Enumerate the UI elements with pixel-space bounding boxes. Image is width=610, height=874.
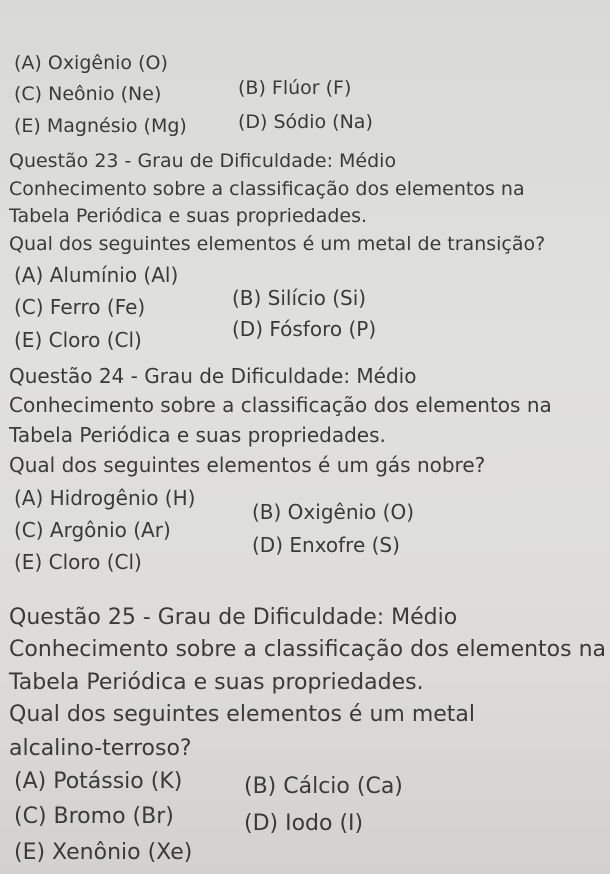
q23-context-line-2: Tabela Periódica e suas propriedades. xyxy=(9,205,368,227)
q23-header: Questão 23 - Grau de Dificuldade: Médio xyxy=(9,150,397,172)
q25-question-line-1: Qual dos seguintes elementos é um metal xyxy=(9,702,476,727)
q23-option-c: (C) Ferro (Fe) xyxy=(14,295,146,319)
q25-context-line-2: Tabela Periódica e suas propriedades. xyxy=(9,670,424,695)
q24-context-line-2: Tabela Periódica e suas propriedades. xyxy=(9,423,386,447)
q23-question: Qual dos seguintes elementos é um metal de transição? xyxy=(9,233,546,255)
q25-option-d: (D) Iodo (I) xyxy=(244,811,364,836)
q23-context-line-1: Conhecimento sobre a classificação dos elementos na xyxy=(9,178,525,200)
q22-option-e: (E) Magnésio (Mg) xyxy=(14,115,187,137)
q22-option-d: (D) Sódio (Na) xyxy=(238,111,373,133)
q25-option-a: (A) Potássio (K) xyxy=(14,769,183,794)
q25-header: Questão 25 - Grau de Dificuldade: Médio xyxy=(9,605,458,630)
q22-option-b: (B) Flúor (F) xyxy=(238,77,352,99)
q24-header: Questão 24 - Grau de Dificuldade: Médio xyxy=(9,364,417,388)
q25-option-c: (C) Bromo (Br) xyxy=(14,804,174,829)
q24-option-b: (B) Oxigênio (O) xyxy=(252,500,414,524)
q24-option-a: (A) Hidrogênio (H) xyxy=(14,486,196,510)
q24-option-e: (E) Cloro (Cl) xyxy=(14,550,142,574)
q23-option-d: (D) Fósforo (P) xyxy=(232,317,377,341)
q24-question: Qual dos seguintes elementos é um gás nobre? xyxy=(9,453,486,477)
q25-option-e: (E) Xenônio (Xe) xyxy=(14,840,193,865)
q23-option-a: (A) Alumínio (Al) xyxy=(14,263,179,287)
q23-option-e: (E) Cloro (Cl) xyxy=(14,328,142,352)
q25-context-line-1: Conhecimento sobre a classificação dos elementos na xyxy=(9,637,607,662)
q24-context-line-1: Conhecimento sobre a classificação dos elementos na xyxy=(9,393,552,417)
q25-option-b: (B) Cálcio (Ca) xyxy=(244,774,403,799)
q22-option-c: (C) Neônio (Ne) xyxy=(14,83,162,105)
q22-option-a: (A) Oxigênio (O) xyxy=(14,52,168,74)
q24-option-c: (C) Argônio (Ar) xyxy=(14,518,171,542)
q23-option-b: (B) Silício (Si) xyxy=(232,286,367,310)
q25-question-line-2: alcalino-terroso? xyxy=(9,736,192,761)
q24-option-d: (D) Enxofre (S) xyxy=(252,533,400,557)
